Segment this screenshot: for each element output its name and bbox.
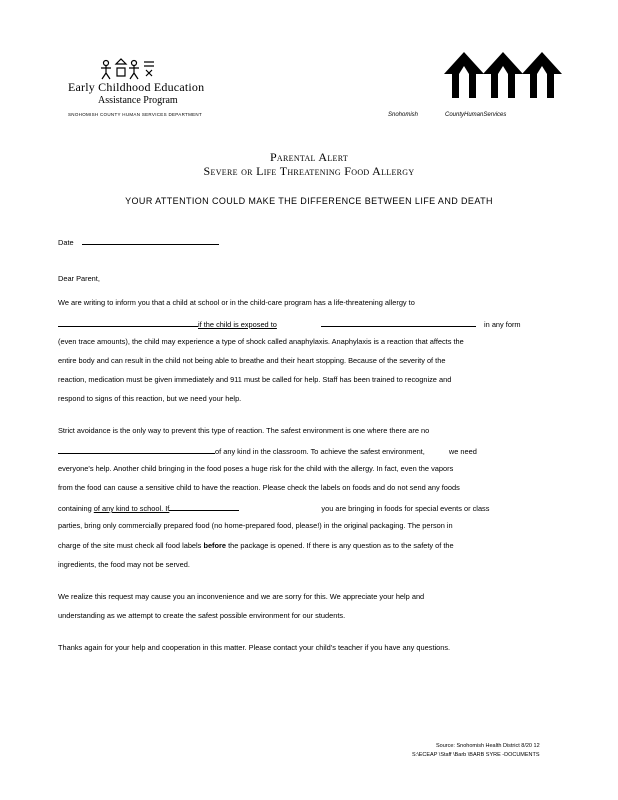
p2-kind-school-text: of any kind to school. If	[93, 504, 170, 513]
p2-charge-text: charge of the site must check all food labels	[58, 541, 202, 550]
county-name-right: CountyHumanServices	[445, 112, 507, 118]
p3-line1: We realize this request may cause you an inconvenience and we are sorry for this. We appreciate your help and	[58, 592, 425, 601]
p1-exposed-text: if the child is exposed to	[198, 320, 277, 329]
ece-logo-subtitle: Assistance Program	[98, 95, 178, 106]
allergen-field-1[interactable]	[58, 318, 198, 327]
p2-line3: everyone's help. Another child bringing in the food poses a huge risk for the child with the allergy. In fact, even the vapors	[58, 464, 454, 473]
p4-line1: Thanks again for your help and cooperation in this matter. Please contact your child's teacher if you have any questions.	[58, 643, 451, 652]
p2-line6: parties, bring only commercially prepared food (no home-prepared food, please!) in the original packaging. The person in	[58, 521, 453, 530]
p2-line8: ingredients, the food may not be served.	[58, 560, 190, 569]
ece-logo-title: Early Childhood Education	[68, 80, 205, 94]
footer-source: Source: Snohomish Health District 8/20 12	[436, 743, 540, 749]
p1-line4: entire body and can result in the child not being able to breathe and their heart stopping. Because of the severity of the	[58, 356, 446, 365]
p1-line1: We are writing to inform you that a child at school or in the child-care program has a life-threatening allergy to	[58, 298, 415, 307]
p1-any-form-text: in any form	[484, 320, 521, 329]
document-subtitle: Severe or Life Threatening Food Allergy	[203, 164, 415, 178]
p2-line5	[58, 502, 489, 513]
p1-line2	[58, 318, 521, 329]
p2-before-text: before	[203, 541, 227, 550]
p2-bringing-text: you are bringing in foods for special events or class	[321, 504, 490, 513]
p3-line2: understanding as we attempt to create the safest possible environment for our students.	[58, 611, 346, 620]
p2-line7	[58, 541, 454, 550]
ece-logo-department: SNOHOMISH COUNTY HUMAN SERVICES DEPARTMENT	[68, 112, 203, 117]
p2-package-text: the package is opened. If there is any question as to the safety of the	[228, 541, 454, 550]
p2-kind-text: of any kind in the classroom. To achieve the safest environment,	[215, 447, 425, 456]
document-title: Parental Alert	[269, 150, 349, 164]
children-drawing-icon	[98, 58, 158, 80]
p2-line1: Strict avoidance is the only way to prevent this type of reaction. The safest environment is one where there are no	[58, 426, 430, 435]
date-row	[58, 236, 219, 247]
allergen-field-4[interactable]	[169, 502, 239, 511]
ece-logo	[68, 58, 228, 124]
p1-line3: (even trace amounts), the child may experience a type of shock called anaphylaxis. Anaphylaxis is a reaction that affects the	[58, 337, 464, 346]
date-field[interactable]	[82, 236, 219, 245]
p2-line4: from the food can cause a sensitive child to have the reaction. Please check the labels on foods and do not send any foods	[58, 483, 460, 492]
date-label: Date	[58, 238, 74, 247]
p2-line2	[58, 445, 477, 456]
p1-line5: reaction, medication must be given immediately and 911 must be called for help. Staff has been trained to recognize and	[58, 375, 452, 384]
tagline: YOUR ATTENTION COULD MAKE THE DIFFERENCE BETWEEN LIFE AND DEATH	[125, 196, 493, 206]
allergen-field-3[interactable]	[58, 445, 215, 454]
footer-path: S:\ECEAP \Staff \Barb \BARB SYRE -DOCUMENTS	[412, 752, 540, 758]
p1-line6: respond to signs of this reaction, but we need your help.	[58, 394, 242, 403]
p2-containing-text: containing	[58, 504, 92, 513]
p2-need-text: we need	[448, 447, 477, 456]
salutation: Dear Parent,	[58, 274, 100, 283]
snohomish-county-logo-icon	[444, 50, 562, 100]
allergen-field-2[interactable]	[321, 318, 476, 327]
county-name-left: Snohomish	[388, 112, 419, 118]
